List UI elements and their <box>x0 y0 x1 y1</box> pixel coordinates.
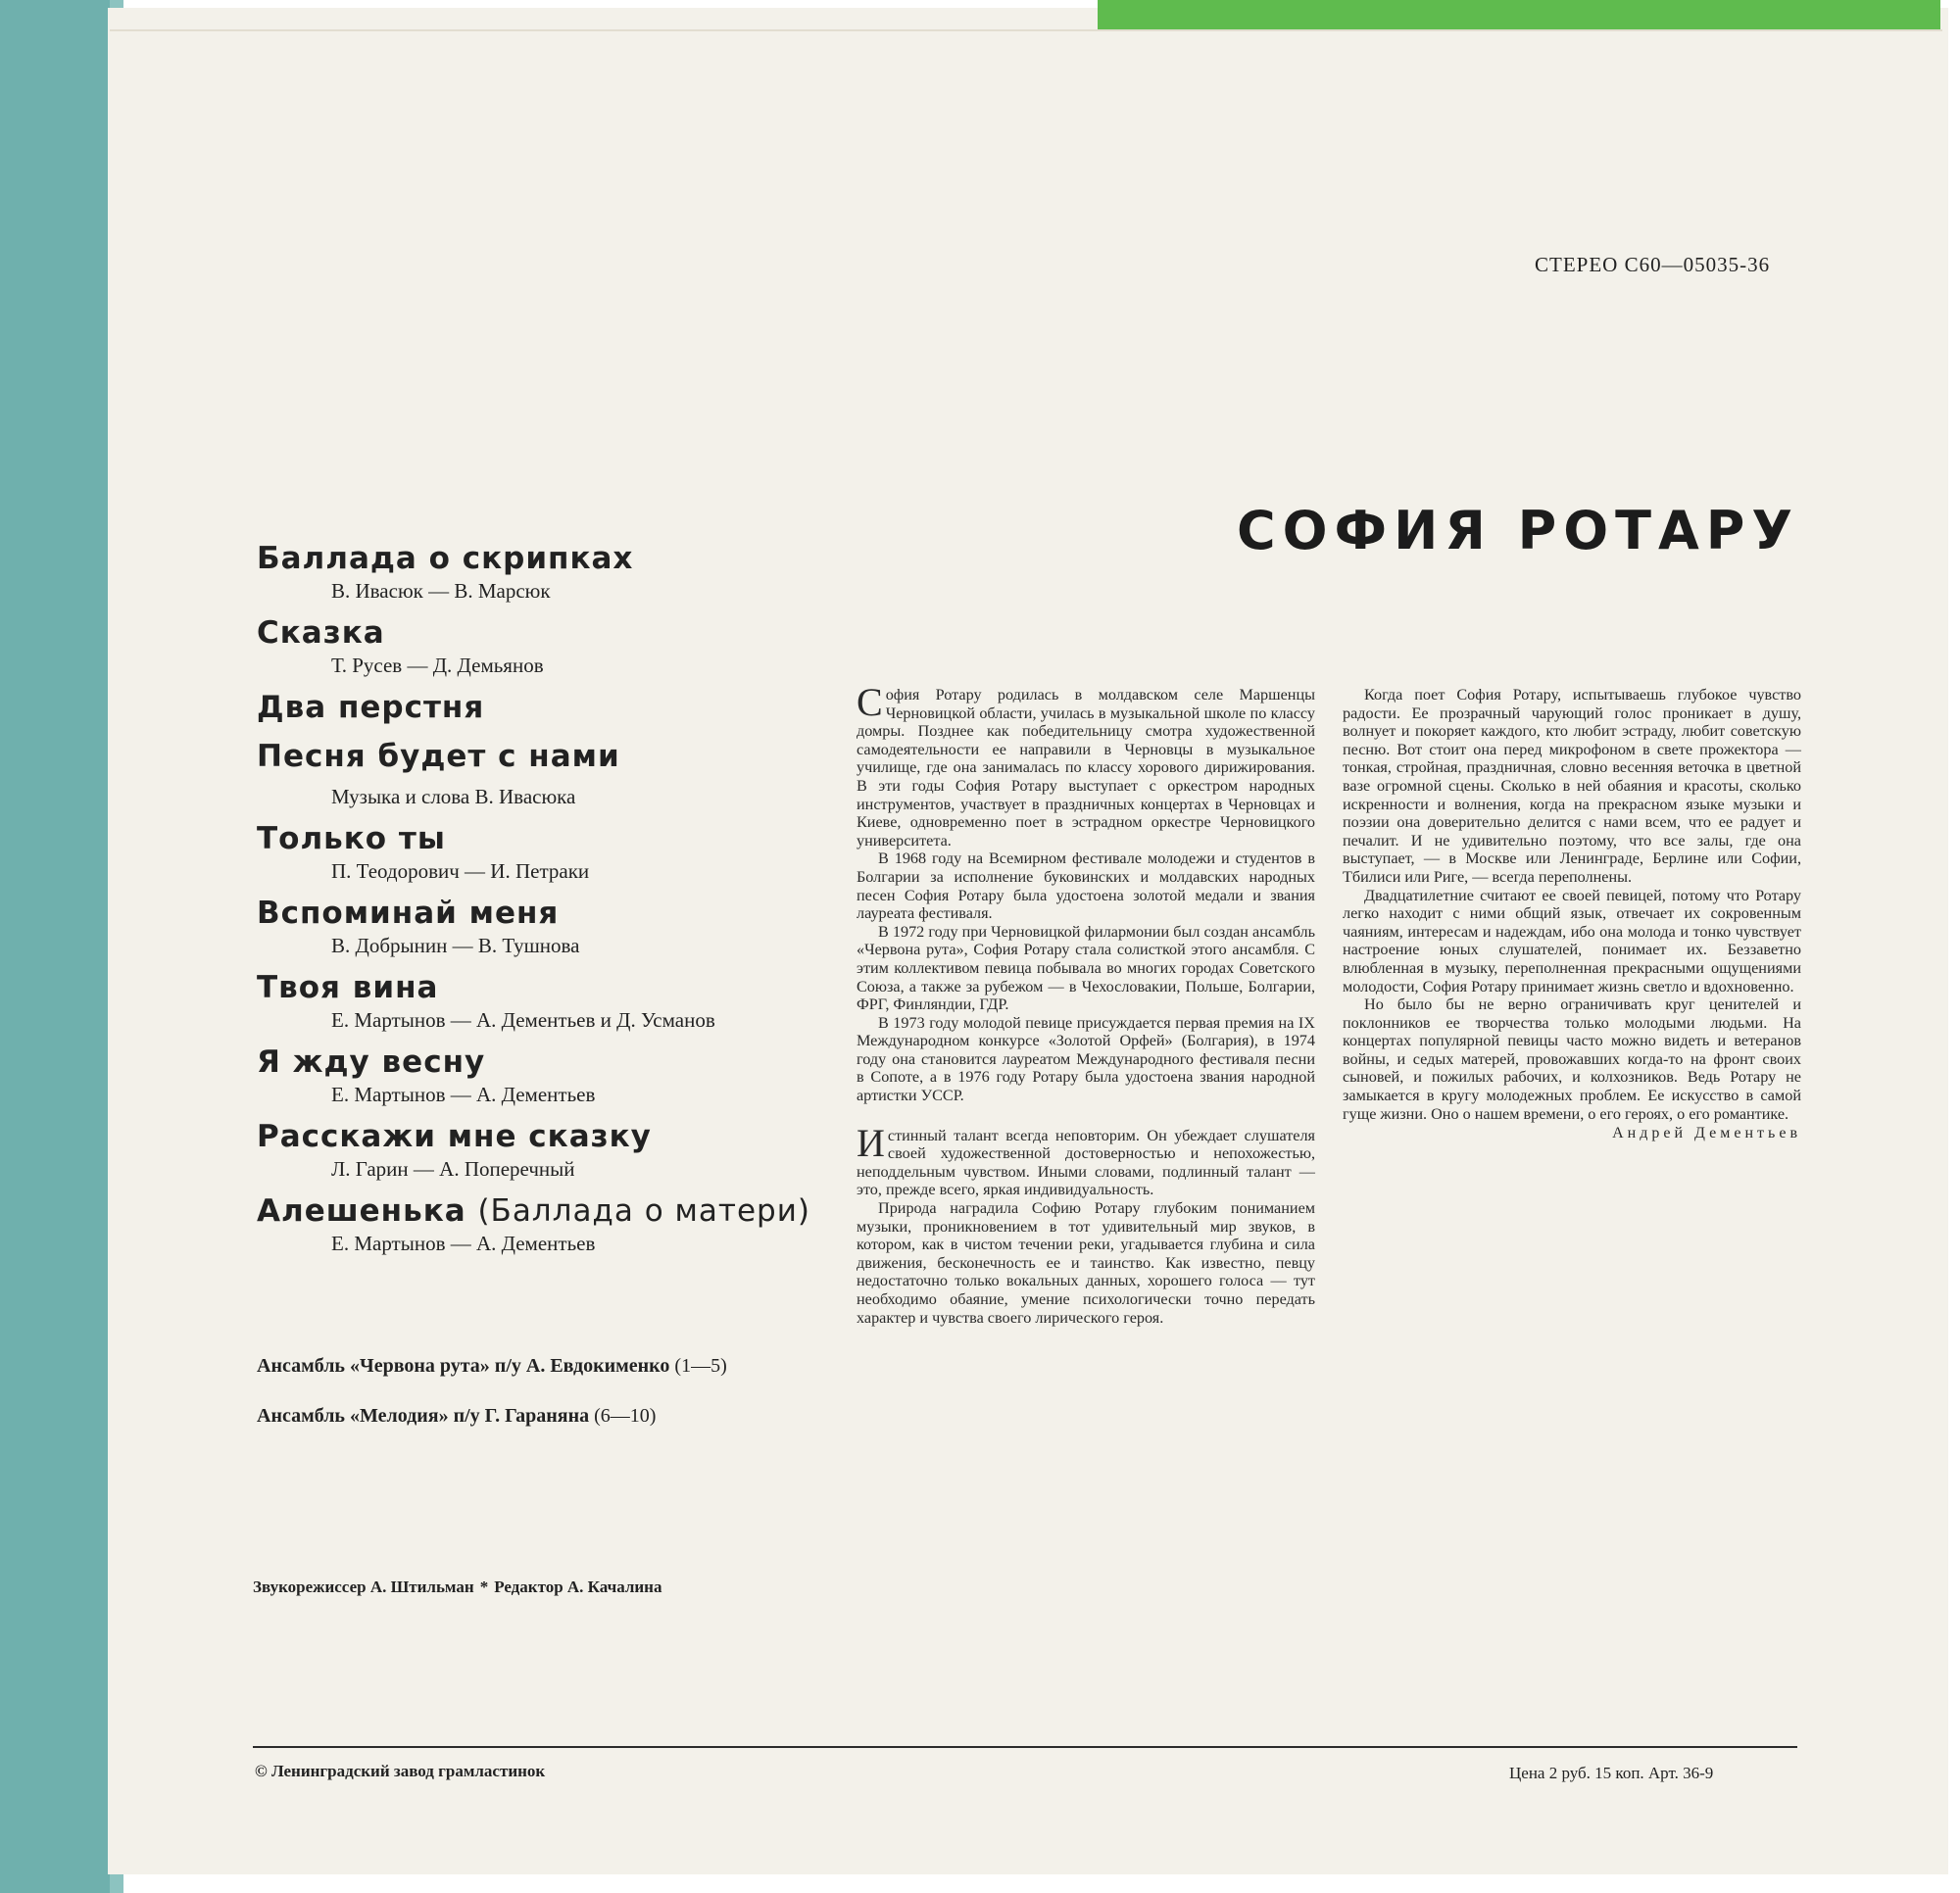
article-column-right <box>1343 686 1801 1143</box>
article-paragraph: В 1972 году при Черновицкой филармонии был создан ансамбль «Червона рута», София Ротару стала солисткой этого ансамбля. С этим коллективом певица побывала во многих городах Советского Союза, а также за рубежом — в Чехословакии, Польше, Болгарии, ФРГ, Финляндии, ГДР. <box>857 922 1315 1014</box>
track-title: Два перстня <box>257 690 485 725</box>
track-credits: Е. Мартынов — А. Дементьев и Д. Усманов <box>331 1008 715 1032</box>
article-paragraph <box>857 680 1315 849</box>
track-item <box>257 1191 845 1256</box>
ensemble-name: Ансамбль «Червона рута» п/у А. Евдокименко <box>257 1355 670 1377</box>
track-title: Только ты <box>257 821 446 856</box>
article-paragraph: Природа наградила Софию Ротару глубоким пониманием музыки, проникновением в тот удивительный мир звуков, в котором, как в чистом течении реки, угадывается глубина и сила движения, бесконечность ее и таинство. Как известно, певцу недостаточно только вокальных данных, хорошего голоса — тут необходимо обаяние, умение психологически точно передать характер и чувства своего лирического героя. <box>857 1199 1315 1327</box>
sleeve-spine <box>0 0 122 1893</box>
ensemble-track-range: (1—5) <box>674 1355 727 1377</box>
track-credits: Музыка и слова В. Ивасюка <box>331 785 576 808</box>
sound-engineer: Звукорежиссер А. Штильман <box>253 1578 474 1596</box>
editor: Редактор А. Качалина <box>494 1578 662 1596</box>
track-credits: Т. Русев — Д. Демьянов <box>331 654 544 677</box>
track-title: Расскажи мне сказку <box>257 1119 652 1154</box>
track-title: Твоя вина <box>257 970 439 1005</box>
ensemble-credit <box>257 1405 656 1428</box>
track-item <box>257 894 845 958</box>
track-credits: Л. Гарин — А. Поперечный <box>331 1157 575 1181</box>
article-paragraph: Двадцатилетние считают ее своей певицей, потому что Ротару легко находит с ними общий язык, отвечает их сокровенным чаяниям, интересам и надеждам, ибо она молода и тонко чувствует настроение юных слушателей, понимает их. Беззаветно влюбленная в музыку, переполненная прекрасными ощущениями молодости, София Ротару принимает жизнь светло и вдохновенно. <box>1343 886 1801 995</box>
production-credits <box>253 1578 662 1597</box>
drop-cap: И <box>857 1120 885 1165</box>
track-item <box>257 968 845 1033</box>
track-title: Сказка <box>257 615 385 651</box>
track-title <box>257 1191 845 1231</box>
paragraph-text: стинный талант всегда неповторим. Он убеждает слушателя своей художественной достоверностью и непохожестью, неподдельным чувством. Иными словами, подлинный талант — это, прежде всего, яркая индивидуальность. <box>857 1126 1315 1199</box>
article-paragraph <box>857 1120 1315 1199</box>
article-paragraph: В 1973 году молодой певице присуждается первая премия на IX Международном конкурсе «Золотой Орфей» (Болгария), в 1974 году она становится лауреатом Международного фестиваля песни в Сопоте, а в 1976 году Ротару была удостоена звания народной артистки УССР. <box>857 1013 1315 1105</box>
top-fold-line <box>110 29 1942 31</box>
paragraph-text: офия Ротару родилась в молдавском селе Маршенцы Черновицкой области, училась в музыкальной школе по классу домры. Позднее как победительницу смотра художественной самодеятельности ее направили в Черновцы в музыкальное училище, где она занималась по классу хорового дирижирования. В эти годы София Ротару выступает с оркестром народных инструментов, участвует в праздничных концертах в Черновцах и Киеве, одновременно поет в эстрадном оркестре Черновицкого университета. <box>857 686 1315 849</box>
track-item <box>257 613 845 678</box>
track-title-main: Алешенька <box>257 1193 466 1229</box>
track-list <box>257 539 845 1266</box>
copyright-notice: © Ленинградский завод грамластинок <box>255 1762 546 1780</box>
track-title: Баллада о скрипках <box>257 541 634 576</box>
ensemble-credit <box>257 1355 727 1378</box>
ensemble-name: Ансамбль «Мелодия» п/у Г. Гараняна <box>257 1405 590 1427</box>
track-item <box>257 688 845 727</box>
track-item <box>257 819 845 884</box>
drop-cap: С <box>857 680 883 724</box>
article-paragraph: В 1968 году на Всемирном фестивале молодежи и студентов в Болгарии за исполнение буковинских и молдавских народных песен София Ротару была удостоена золотой медали и звания лауреата фестиваля. <box>857 849 1315 923</box>
price-label: Цена 2 руб. 15 коп. Арт. 36-9 <box>1509 1764 1714 1782</box>
track-title: Я жду весну <box>257 1044 486 1080</box>
track-credits: В. Добрынин — В. Тушнова <box>331 934 580 957</box>
track-credits: П. Теодорович — И. Петраки <box>331 859 590 883</box>
track-credits: В. Ивасюк — В. Марсюк <box>331 579 551 603</box>
footer-rule <box>253 1746 1797 1748</box>
credits-separator: * <box>479 1578 489 1596</box>
ensemble-track-range: (6—10) <box>594 1405 657 1427</box>
article-column-left <box>857 680 1315 1327</box>
article-paragraph: Но было бы не верно ограничивать круг ценителей и поклонников ее творчества только молодыми людьми. На концертах популярной певицы часто можно видеть и ветеранов войны, и седых матерей, провожавших когда-то на фронт своих сыновей, и пожилых рабочих, и колхозников. Ведь Ротару не замыкается в кругу молодежных проблем. Ее искусство в самой гуще жизни. Оно о нашем времени, о его героях, о его романтике. <box>1343 995 1801 1123</box>
top-color-strip <box>1098 0 1940 29</box>
track-item <box>257 539 845 604</box>
article-paragraph: Когда поет София Ротару, испытываешь глубокое чувство радости. Ее прозрачный чарующий голос проникает в душу, волнует и покоряет каждого, кто любит эстраду, любит советскую песню. Вот стоит она перед микрофоном в свете прожектора — тонкая, стройная, праздничная, словно весенняя веточка в цветной вазе огромной сцены. Сколько в ней обаяния и красоты, сколько искренности и волнения, когда на прекрасном языке музыки и поэзии она доверительно делится с нами всем, что ее радует и печалит. И не удивительно поэтому, что все залы, где она выступает, — в Москве или Ленинграде, Берлине или Софии, Тбилиси или Риге, — всегда переполнены. <box>1343 686 1801 886</box>
track-item <box>257 1117 845 1182</box>
track-item <box>257 1043 845 1107</box>
catalog-number: СТЕРЕО С60—05035-36 <box>1535 253 1771 276</box>
track-credits: Е. Мартынов — А. Дементьев <box>331 1083 596 1106</box>
track-title: Вспоминай меня <box>257 896 560 931</box>
artist-title: СОФИЯ РОТАРУ <box>1237 500 1799 561</box>
article-signature: Андрей Дементьев <box>1612 1125 1801 1142</box>
track-title-subtitle: (Баллада о матери) <box>477 1193 810 1229</box>
track-credits: Е. Мартынов — А. Дементьев <box>331 1232 596 1255</box>
track-item <box>257 737 845 809</box>
track-title: Песня будет с нами <box>257 739 620 774</box>
